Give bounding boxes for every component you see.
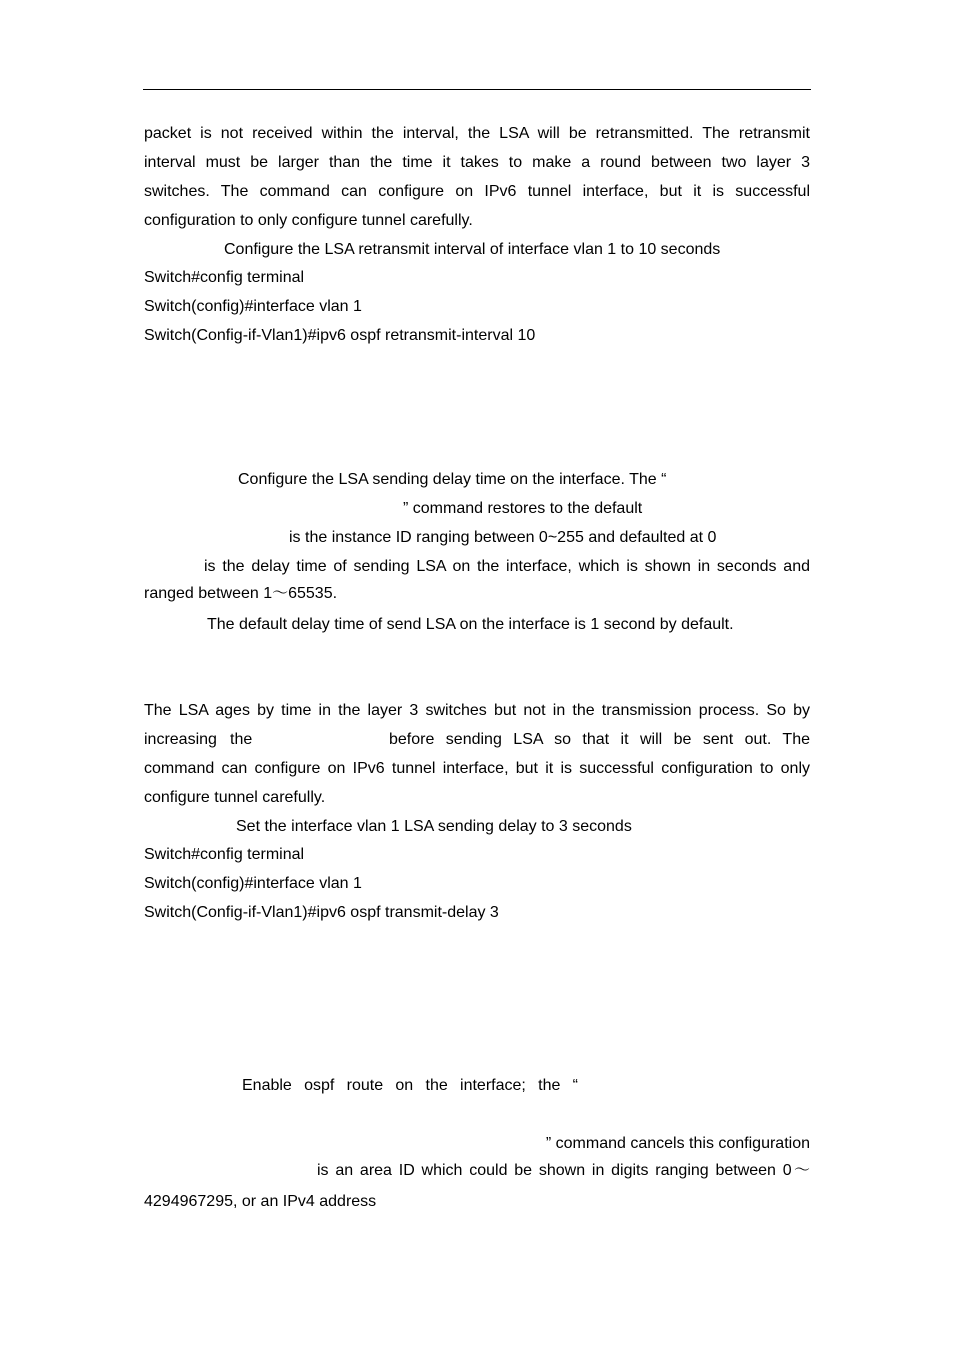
usage-word: the [230, 731, 253, 748]
usage-line: configure tunnel carefully. [144, 789, 326, 806]
usage-line: configuration to only configure tunnel carefully. [144, 212, 473, 229]
parameter-description: is the delay time of sending LSA on the interface, which is shown in seconds and [204, 558, 810, 575]
usage-line: command can configure on IPv6 tunnel interface, but it is successful configuration to only [144, 760, 810, 777]
function-description: Configure the LSA sending delay time on the interface. The “ [238, 471, 667, 488]
parameter-description: is the instance ID ranging between 0~255 and defaulted at 0 [289, 529, 717, 546]
parameter-description: ranged between 1～65535. [144, 585, 338, 602]
code-line: Switch(Config-if-Vlan1)#ipv6 ospf retransmit-interval 10 [144, 327, 536, 344]
code-line: Switch(config)#interface vlan 1 [144, 875, 362, 892]
usage-line: packet is not received within the interval, the LSA will be retransmitted. The retransmit [144, 125, 810, 142]
parameter-description: is an area ID which could be shown in digits ranging between 0～ [317, 1162, 810, 1179]
code-line: Switch#config terminal [144, 846, 305, 863]
example-description: Set the interface vlan 1 LSA sending delay to 3 seconds [236, 818, 632, 835]
code-line: Switch(config)#interface vlan 1 [144, 298, 362, 315]
function-description: ” command cancels this configuration [545, 1135, 810, 1152]
function-description: Enable ospf route on the interface; the “ [242, 1077, 578, 1094]
usage-line: before sending LSA so that it will be sent out. The [389, 731, 810, 748]
header-rule [143, 89, 811, 90]
parameter-description: 4294967295, or an IPv4 address [144, 1193, 377, 1210]
example-description: Configure the LSA retransmit interval of interface vlan 1 to 10 seconds [224, 241, 721, 258]
function-description: ” command restores to the default [403, 500, 643, 517]
default-description: The default delay time of send LSA on the interface is 1 second by default. [207, 616, 734, 633]
usage-line: interval must be larger than the time it takes to make a round between two layer 3 [144, 154, 810, 171]
code-line: Switch(Config-if-Vlan1)#ipv6 ospf transmit-delay 3 [144, 904, 499, 921]
usage-line: The LSA ages by time in the layer 3 switches but not in the transmission process. So by [144, 702, 810, 719]
usage-line: switches. The command can configure on IPv6 tunnel interface, but it is successful [144, 183, 810, 200]
usage-word: increasing [144, 731, 217, 748]
code-line: Switch#config terminal [144, 269, 305, 286]
